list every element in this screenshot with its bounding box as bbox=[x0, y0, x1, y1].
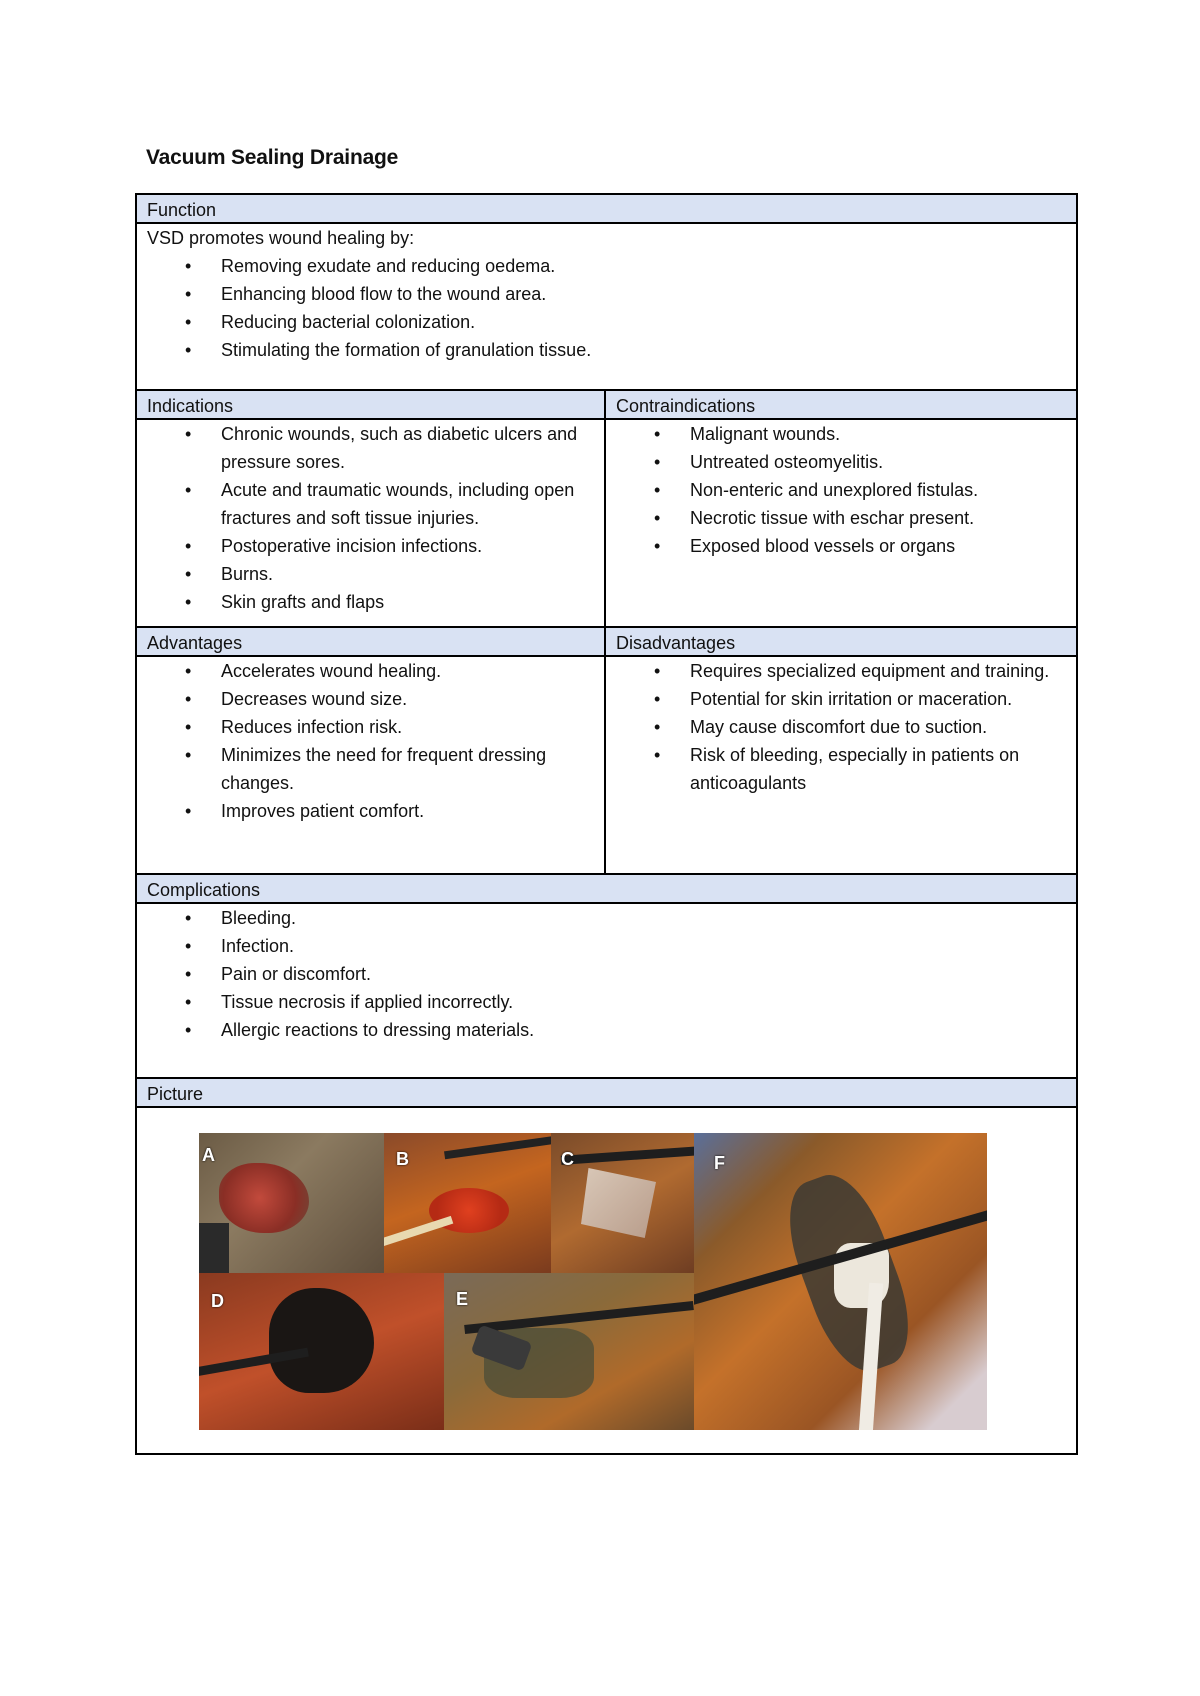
list-item: • Acute and traumatic wounds, including open fractures and soft tissue injuries. bbox=[221, 476, 592, 532]
list-item: • Requires specialized equipment and training. bbox=[690, 657, 1064, 685]
vsd-photo-collage bbox=[199, 1133, 987, 1430]
advantages-list bbox=[137, 657, 604, 825]
list-item: • Malignant wounds. bbox=[690, 420, 1064, 448]
panel-label-d: D bbox=[211, 1291, 224, 1311]
list-item: • Non-enteric and unexplored fistulas. bbox=[690, 476, 1064, 504]
page-title: Vacuum Sealing Drainage bbox=[146, 146, 399, 169]
panel-label-c: C bbox=[561, 1149, 574, 1169]
disadvantages-cell bbox=[605, 656, 1077, 874]
disadvantages-list bbox=[606, 657, 1076, 797]
photo-panel-e bbox=[444, 1273, 694, 1430]
photo-panel-f bbox=[694, 1133, 987, 1430]
contraindications-cell bbox=[605, 419, 1077, 627]
list-item: • Risk of bleeding, especially in patients on anticoagulants bbox=[690, 741, 1064, 797]
advantages-header: Advantages bbox=[136, 627, 605, 656]
list-item: • Exposed blood vessels or organs bbox=[690, 532, 1064, 560]
list-item: • Improves patient comfort. bbox=[221, 797, 592, 825]
complications-header: Complications bbox=[136, 874, 1077, 903]
photo-panel-d bbox=[199, 1273, 444, 1430]
list-item: • Reduces infection risk. bbox=[221, 713, 592, 741]
panel-label-f: F bbox=[714, 1153, 725, 1173]
contraindications-header: Contraindications bbox=[605, 390, 1077, 419]
list-item: • Removing exudate and reducing oedema. bbox=[221, 252, 1064, 280]
list-item: • Reducing bacterial colonization. bbox=[221, 308, 1064, 336]
complications-cell bbox=[136, 903, 1077, 1078]
function-header: Function bbox=[136, 194, 1077, 223]
list-item: • Bleeding. bbox=[221, 904, 1064, 932]
contraindications-list bbox=[606, 420, 1076, 560]
complications-list bbox=[137, 904, 1076, 1044]
disadvantages-header: Disadvantages bbox=[605, 627, 1077, 656]
list-item: • May cause discomfort due to suction. bbox=[690, 713, 1064, 741]
list-item: • Stimulating the formation of granulation tissue. bbox=[221, 336, 1064, 364]
panel-label-a: A bbox=[202, 1145, 215, 1165]
photo-panel-c bbox=[551, 1133, 694, 1273]
list-item: • Accelerates wound healing. bbox=[221, 657, 592, 685]
function-intro: VSD promotes wound healing by: bbox=[147, 228, 415, 248]
list-item: • Untreated osteomyelitis. bbox=[690, 448, 1064, 476]
list-item: • Potential for skin irritation or maceration. bbox=[690, 685, 1064, 713]
panel-label-b: B bbox=[396, 1149, 409, 1169]
list-item: • Minimizes the need for frequent dressing changes. bbox=[221, 741, 592, 797]
panel-label-e: E bbox=[456, 1289, 469, 1309]
list-item: • Skin grafts and flaps bbox=[221, 588, 592, 616]
photo-panel-a bbox=[199, 1133, 384, 1273]
function-list bbox=[137, 252, 1076, 364]
indications-cell bbox=[136, 419, 605, 627]
list-item: • Infection. bbox=[221, 932, 1064, 960]
photo-panel-b bbox=[384, 1133, 551, 1273]
list-item: • Allergic reactions to dressing materials. bbox=[221, 1016, 1064, 1044]
list-item: • Necrotic tissue with eschar present. bbox=[690, 504, 1064, 532]
list-item: • Chronic wounds, such as diabetic ulcers and pressure sores. bbox=[221, 420, 592, 476]
picture-cell bbox=[136, 1107, 1077, 1454]
list-item: • Enhancing blood flow to the wound area. bbox=[221, 280, 1064, 308]
list-item: • Postoperative incision infections. bbox=[221, 532, 592, 560]
vsd-table bbox=[135, 193, 1078, 1455]
indications-header: Indications bbox=[136, 390, 605, 419]
function-cell bbox=[136, 223, 1077, 390]
picture-header: Picture bbox=[136, 1078, 1077, 1107]
list-item: • Pain or discomfort. bbox=[221, 960, 1064, 988]
list-item: • Burns. bbox=[221, 560, 592, 588]
list-item: • Decreases wound size. bbox=[221, 685, 592, 713]
list-item: • Tissue necrosis if applied incorrectly. bbox=[221, 988, 1064, 1016]
advantages-cell bbox=[136, 656, 605, 874]
indications-list bbox=[137, 420, 604, 616]
